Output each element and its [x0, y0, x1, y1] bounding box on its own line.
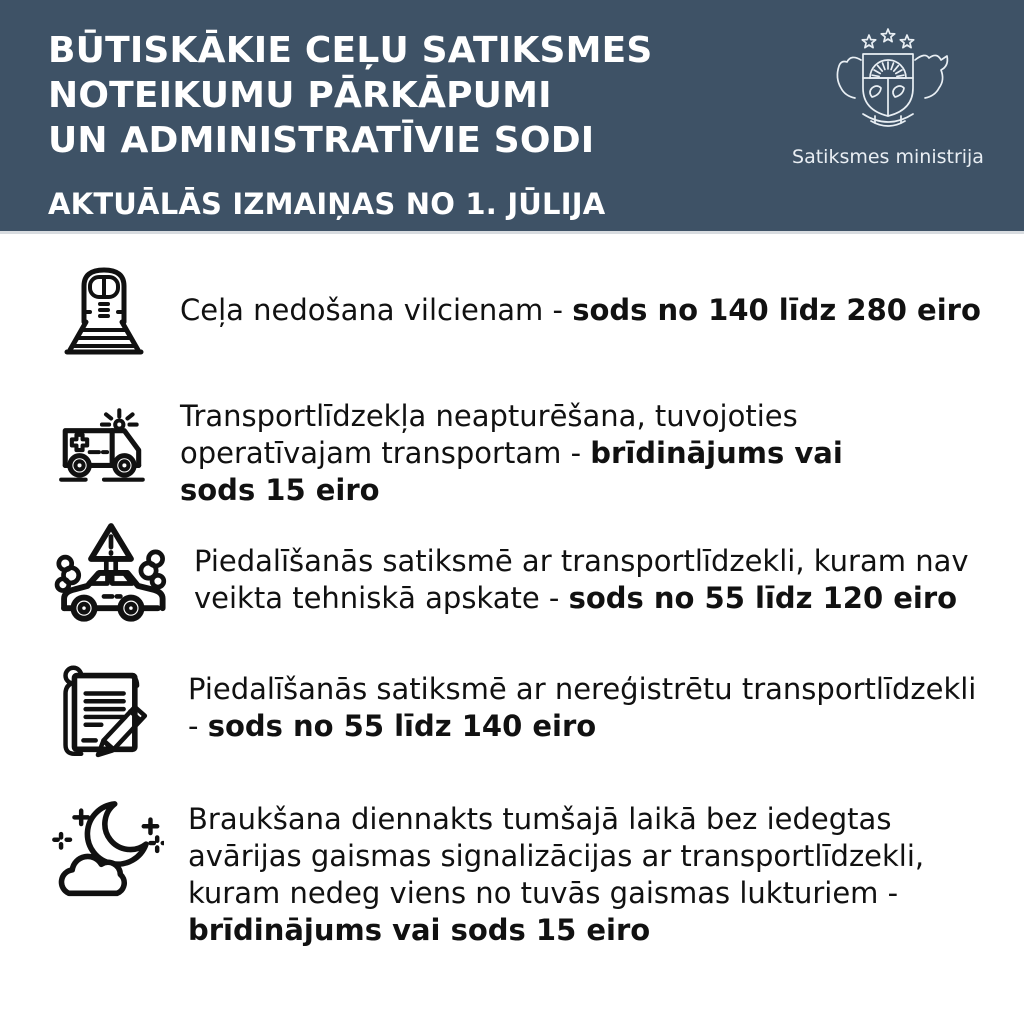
train-icon — [54, 260, 154, 360]
list-item-train — [0, 260, 1024, 360]
violation-text — [188, 671, 988, 745]
violation-description: Ceļa nedošana vilcienam - — [180, 292, 573, 327]
penalty-amount: brīdinājums vai sods 15 eiro — [188, 913, 651, 947]
list-item-registration — [0, 651, 1024, 765]
violation-description: Piedalīšanās satiksmē ar nereģistrētu transportlīdzekli - — [188, 672, 977, 743]
penalty-amount: sods no 140 līdz 280 eiro — [572, 292, 981, 327]
penalty-amount: sods no 55 līdz 120 eiro — [568, 581, 958, 615]
ministry-name: Satiksmes ministrija — [792, 146, 984, 168]
violation-list — [0, 260, 1024, 949]
car-smoke-warning-icon — [52, 519, 170, 641]
moon-cloud-icon — [52, 795, 164, 909]
title-line-2: NOTEIKUMU PĀRKĀPUMI — [48, 75, 552, 116]
list-item-car-inspection — [0, 519, 1024, 641]
header-banner — [0, 0, 1024, 234]
violation-description: Piedalīšanās satiksmē ar transportlīdzekli, kuram nav veikta tehniskā apskate - — [194, 544, 969, 615]
ministry-logo — [778, 26, 998, 168]
document-pencil-icon — [52, 651, 164, 765]
page-subtitle: AKTUĀLĀS IZMAIŅAS NO 1. JŪLIJA — [48, 187, 606, 221]
penalty-amount: brīdinājums vai sods 15 eiro — [180, 436, 843, 507]
list-item-ambulance — [0, 394, 1024, 509]
ambulance-icon — [53, 394, 155, 496]
violation-description: Transportlīdzekļa neapturēšana, tuvojoties operatīvajam transportam - — [180, 399, 798, 470]
violation-text — [188, 795, 933, 949]
violation-text — [180, 292, 981, 329]
violation-text — [180, 394, 880, 509]
penalty-amount: sods no 55 līdz 140 eiro — [207, 709, 597, 743]
title-line-3: UN ADMINISTRATĪVIE SODI — [48, 120, 595, 161]
violation-text — [194, 543, 984, 617]
list-item-night-lights — [0, 795, 1024, 949]
violation-description: Braukšana diennakts tumšajā laikā bez iedegtas avārijas gaismas signalizācijas ar transportlīdzekli, kuram nedeg viens no tuvās gaismas lukturiem - — [188, 802, 925, 910]
title-line-1: BŪTISKĀKIE CEĻU SATIKSMES — [48, 30, 653, 71]
latvia-coat-of-arms-icon — [808, 26, 968, 138]
